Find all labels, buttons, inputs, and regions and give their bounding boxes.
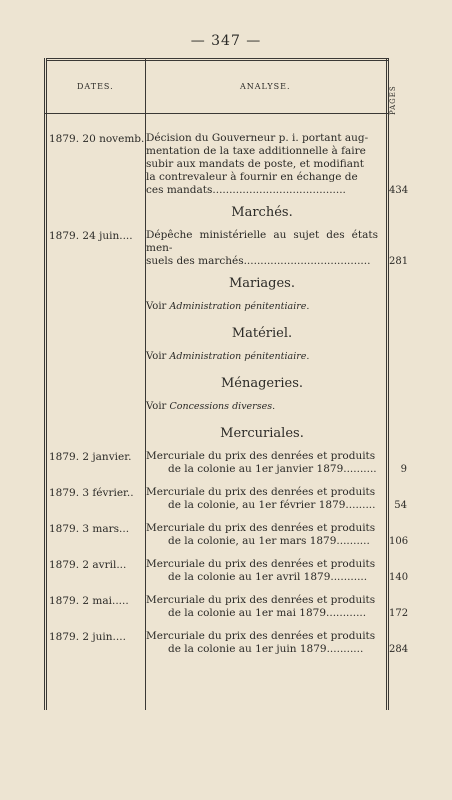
entry-row (46, 486, 410, 512)
entry-line: mentation de la taxe additionnelle à faire (146, 145, 366, 157)
entry-line: de la colonie au 1er janvier 1879.......... (168, 463, 377, 475)
see-also (146, 300, 410, 314)
page-reference: 284 (389, 644, 409, 655)
entry-text (146, 558, 409, 584)
entry-line-last (146, 643, 409, 656)
entry-date: 1879. 20 novemb. (49, 133, 145, 145)
page-reference: 434 (389, 185, 409, 196)
page-number: — 347 — (190, 33, 262, 49)
entry-line-last (146, 255, 409, 268)
entry-line: Mercuriale du prix des denrées et produits (146, 558, 376, 570)
entry-text (146, 630, 409, 656)
entry-line-last (146, 571, 409, 584)
entry-line: Décision du Gouverneur p. i. portant aug- (146, 132, 369, 144)
entry-date: 1879. 3 mars... (49, 523, 130, 535)
section-title: Ménageries. (220, 376, 303, 391)
header-rule (44, 113, 388, 114)
header-analyse: ANALYSE. (240, 82, 291, 91)
entry-date: 1879. 2 avril... (49, 559, 127, 571)
entry-row (46, 450, 410, 476)
entry-line-last (146, 184, 409, 197)
entry-date: 1879. 24 juin.... (49, 230, 133, 242)
page-reference: 172 (389, 608, 409, 619)
see-label: Voir (146, 351, 167, 362)
entry-text (146, 450, 407, 476)
entry-line: Mercuriale du prix des denrées et produits (146, 630, 376, 642)
entry-text (146, 229, 409, 268)
page-reference: 140 (389, 572, 409, 583)
entry-date: 1879. 2 juin.... (49, 631, 126, 643)
page-reference: 54 (394, 500, 407, 511)
entry-text (146, 594, 409, 620)
entry-line: Mercuriale du prix des denrées et produits (146, 594, 376, 606)
page-reference: 106 (389, 536, 409, 547)
entry-line-last (146, 499, 407, 512)
entry-line: la contrevaleur à fournir en échange de (146, 171, 358, 183)
see-also (146, 400, 410, 414)
entry-line: Mercuriale du prix des denrées et produits (146, 450, 376, 462)
entry-row (46, 630, 410, 656)
section-title: Matériel. (231, 326, 293, 341)
see-reference: Administration pénitentiaire. (169, 301, 310, 312)
entry-row (46, 132, 410, 197)
see-label: Voir (146, 301, 167, 312)
entry-text (146, 132, 409, 197)
see-reference: Concessions diverses. (169, 401, 276, 412)
section-title: Marchés. (231, 205, 293, 220)
entry-line: de la colonie au 1er mai 1879............ (168, 607, 367, 619)
entry-line-last (146, 535, 409, 548)
see-also (146, 350, 410, 364)
see-reference: Administration pénitentiaire. (169, 351, 310, 362)
entry-line: de la colonie, au 1er février 1879......... (168, 499, 376, 511)
entry-date: 1879. 2 janvier. (49, 451, 132, 463)
top-rule (47, 58, 388, 64)
entry-line: ces mandats........................................ (146, 184, 346, 196)
entry-date: 1879. 3 février.. (49, 487, 134, 499)
entry-line: de la colonie au 1er avril 1879........... (168, 571, 368, 583)
section-title: Mercuriales. (220, 426, 304, 441)
see-label: Voir (146, 401, 167, 412)
entry-line: Mercuriale du prix des denrées et produits (146, 486, 376, 498)
entry-row (46, 229, 410, 268)
entry-row (46, 594, 410, 620)
header-dates: DATES. (77, 82, 114, 91)
entry-row (46, 558, 410, 584)
entry-line-last (146, 607, 409, 620)
page-reference: 281 (389, 256, 409, 267)
entry-line: subir aux mandats de poste, et modifiant (146, 158, 364, 170)
entries (46, 124, 410, 666)
entry-text (146, 522, 409, 548)
entry-line: de la colonie, au 1er mars 1879.......... (168, 535, 370, 547)
page-reference: 9 (400, 464, 407, 475)
entry-date: 1879. 2 mai..... (49, 595, 129, 607)
entry-row (46, 522, 410, 548)
entry-text (146, 486, 407, 512)
entry-line-last (146, 463, 407, 476)
entry-line: de la colonie au 1er juin 1879........... (168, 643, 364, 655)
entry-line: Mercuriale du prix des denrées et produits (146, 522, 376, 534)
header-pages: PAGES (389, 85, 397, 115)
section-title: Mariages. (228, 276, 295, 291)
entry-line: suels des marchés...................................... (146, 255, 371, 267)
entry-line: Dépêche ministérielle au sujet des états men- (146, 229, 378, 254)
